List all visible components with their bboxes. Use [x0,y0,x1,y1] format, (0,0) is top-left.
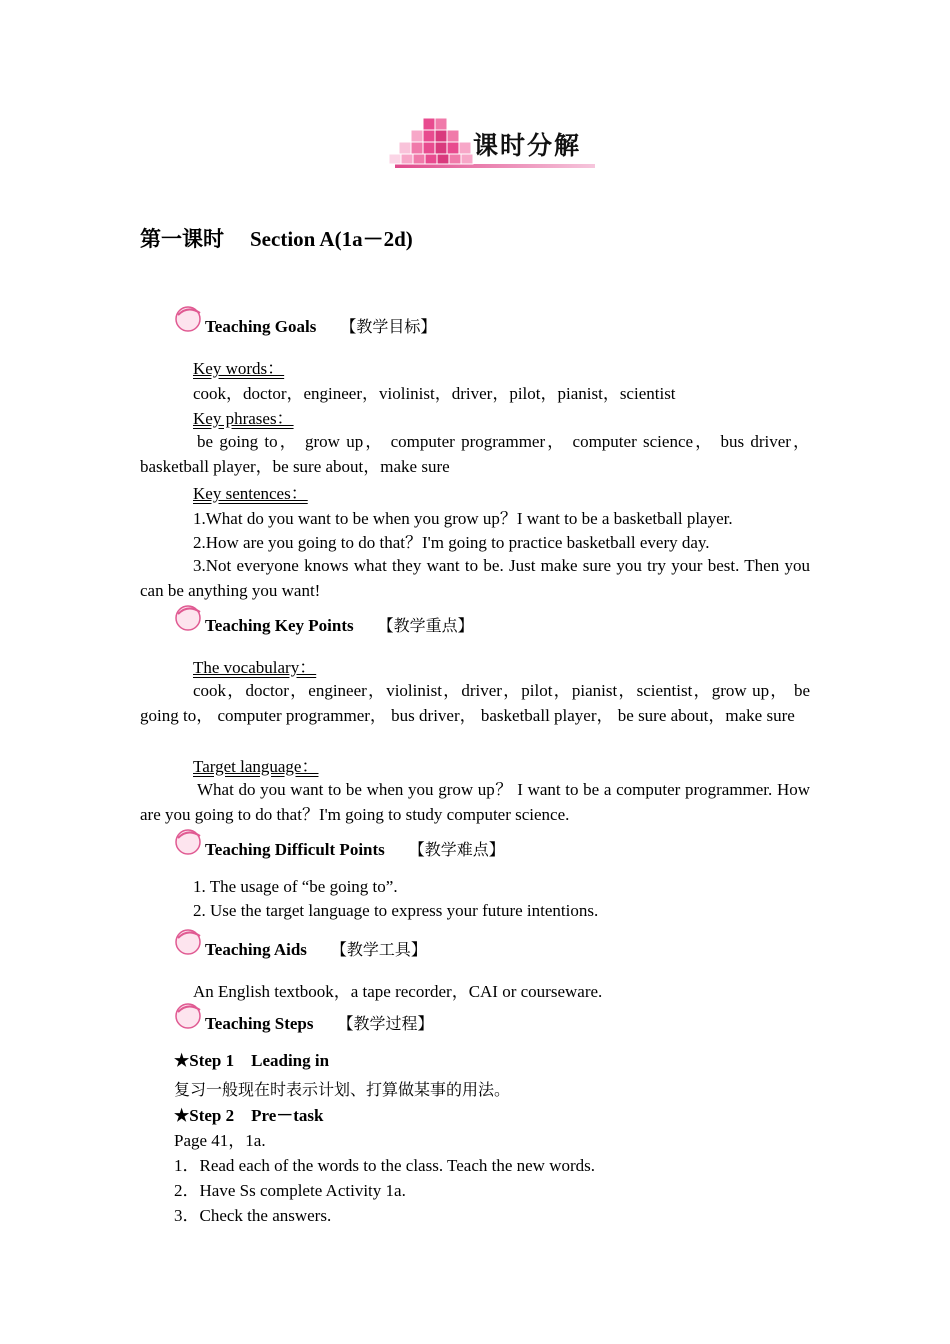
section-heading-en: Teaching Goals [205,317,317,336]
lesson-label: 第一课时 [140,227,224,251]
teaching-aids-text: An English textbook，a tape recorder，CAI or courseware. [193,982,603,1001]
step-1-text: 复习一般现在时表示计划、打算做某事的用法。 [174,1080,511,1099]
key-sentences-label: Key sentences： [193,484,308,503]
key-phrases: be going to， grow up， computer programmer， computer science， bus driver，basketball player，be sure about，make sure [140,432,810,476]
pink-ball-icon [174,926,206,958]
banner-title: 课时分解 [473,131,582,160]
section-heading-en: Teaching Steps [205,1014,314,1033]
target-language-label: Target language： [193,757,319,776]
step-2-item-3: 3．Check the answers. [174,1206,332,1225]
pink-ball-icon [174,303,206,335]
section-heading-en: Teaching Key Points [205,616,354,635]
step-1-title: ★Step 1 Leading in [174,1051,330,1070]
target-language: What do you want to be when you grow up？ I want to be a computer programmer. How are you going to do that？I'm going to study computer science. [140,780,810,824]
step-2-page: Page 41，1a. [174,1131,266,1150]
vocabulary: cook，doctor，engineer，violinist，driver，pilot，pianist，scientist，grow up， be going to， computer programmer， bus driver， basketball player， be sure about，make sure [140,681,810,725]
section-banner [385,112,600,178]
difficult-item-2: 2. Use the target language to express your future intentions. [193,901,599,920]
step-2-item-1: 1．Read each of the words to the class. Teach the new words. [174,1156,596,1175]
pink-ball-icon [174,826,206,858]
pink-ball-icon [174,602,206,634]
pink-ball-icon [174,1000,206,1032]
key-sentence-2: 2.How are you going to do that？I'm going to practice basketball every day. [193,533,710,552]
key-phrases-label: Key phrases： [193,409,294,428]
key-words: cook，doctor，engineer，violinist，driver，pilot，pianist，scientist [193,384,676,403]
key-words-label: Key words： [193,359,285,378]
difficult-item-1: 1. The usage of “be going to”. [193,877,398,896]
vocabulary-label: The vocabulary： [193,658,317,677]
lesson-title [140,223,413,253]
section-heading-cn: 【教学过程】 [337,1014,434,1033]
section-heading-cn: 【教学工具】 [330,940,427,959]
key-sentence-3: 3.Not everyone knows what they want to be. Just make sure you try your best. Then you can be anything you want! [140,556,810,600]
section-heading-cn: 【教学目标】 [340,317,437,336]
key-sentence-1: 1.What do you want to be when you grow up？I want to be a basketball player. [193,509,733,528]
section-heading-en: Teaching Aids [205,940,307,959]
lesson-section: Section A(1a－2d) [250,227,413,251]
section-heading-en: Teaching Difficult Points [205,840,385,859]
step-2-item-2: 2．Have Ss complete Activity 1a. [174,1181,406,1200]
section-heading-cn: 【教学重点】 [377,616,474,635]
section-heading-cn: 【教学难点】 [408,840,505,859]
step-2-title: ★Step 2 Pre－task [174,1106,324,1125]
